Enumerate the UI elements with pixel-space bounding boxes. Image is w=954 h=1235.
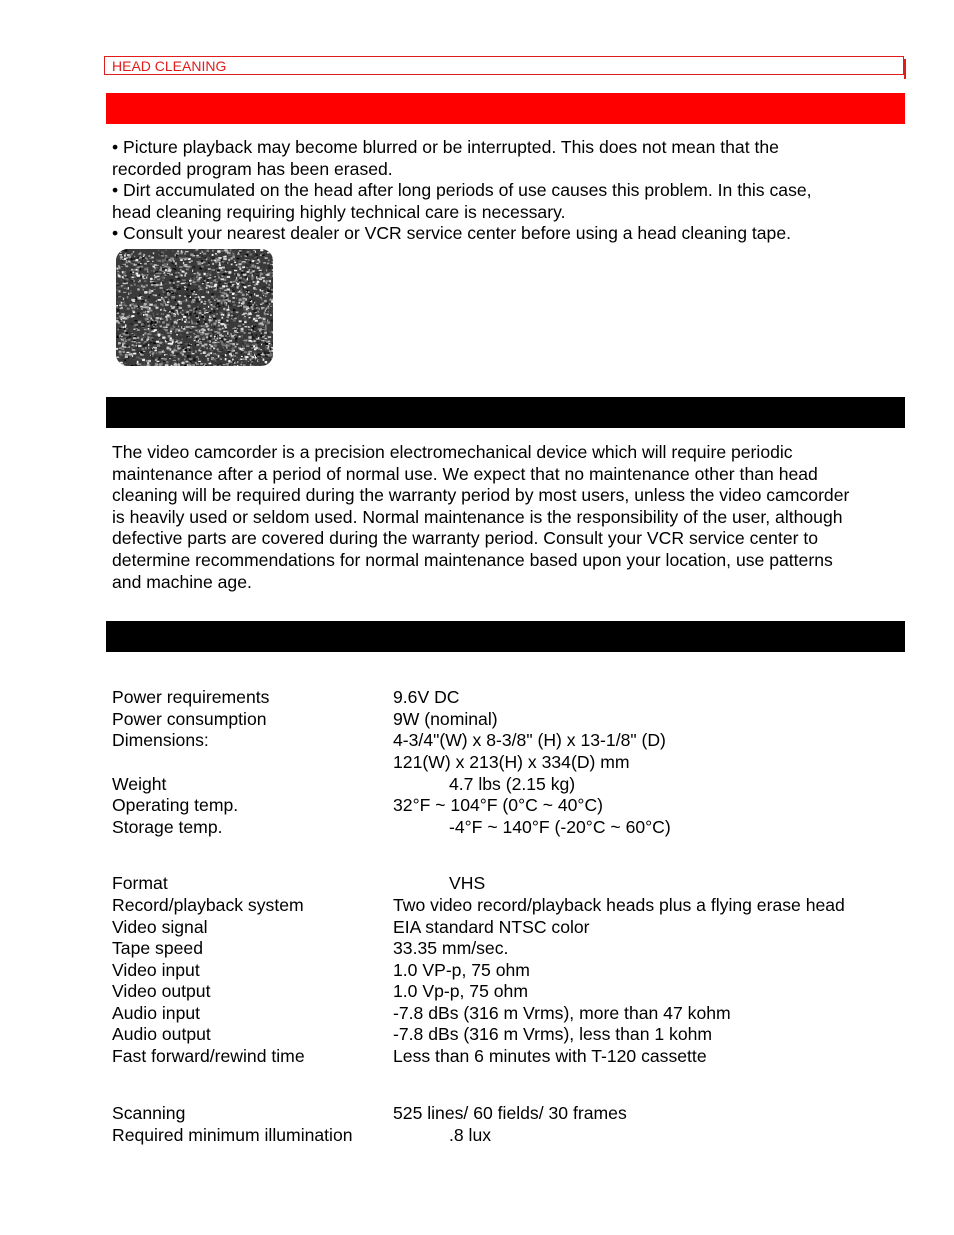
section-bar-maintenance	[106, 397, 905, 428]
spec-value: 525 lines/ 60 fields/ 30 frames	[393, 1103, 627, 1123]
spec-label: Dimensions:	[112, 730, 209, 750]
breadcrumb-edge	[904, 59, 906, 79]
spec-label: Scanning	[112, 1103, 186, 1123]
spec-value: 9W (nominal)	[393, 709, 498, 729]
spec-value: Less than 6 minutes with T-120 cassette	[393, 1046, 707, 1066]
spec-label: Power consumption	[112, 709, 267, 729]
text-line: defective parts are covered during the warranty period. Consult your VCR service center to	[112, 528, 819, 549]
spec-value: 4-3/4"(W) x 8-3/8" (H) x 13-1/8" (D)	[393, 730, 666, 750]
spec-value: EIA standard NTSC color	[393, 917, 590, 937]
spec-label: Fast forward/rewind time	[112, 1046, 305, 1066]
spec-label: Video output	[112, 981, 211, 1001]
spec-label: Format	[112, 873, 168, 893]
spec-label: Power requirements	[112, 687, 270, 707]
spec-value: 121(W) x 213(H) x 334(D) mm	[393, 752, 630, 772]
text-line: • Consult your nearest dealer or VCR service center before using a head cleaning tape.	[112, 223, 792, 244]
spec-value: 1.0 VP-p, 75 ohm	[393, 960, 530, 980]
spec-label: Tape speed	[112, 938, 203, 958]
text-line: • Picture playback may become blurred or be interrupted. This does not mean that the	[112, 137, 779, 157]
spec-value: 33.35 mm/sec.	[393, 938, 509, 958]
spec-label: Required minimum illumination	[112, 1125, 353, 1145]
spec-value: Two video record/playback heads plus a flying erase head	[393, 895, 845, 915]
text-line: determine recommendations for normal maintenance based upon your location, use patterns	[112, 549, 833, 570]
spec-label: Operating temp.	[112, 795, 239, 815]
spec-value: .8 lux	[449, 1125, 492, 1145]
head-cleaning-text	[112, 137, 902, 245]
spec-label: Video signal	[112, 917, 208, 937]
spec-value: -7.8 dBs (316 m Vrms), less than 1 kohm	[393, 1024, 713, 1044]
text-line: The video camcorder is a precision electromechanical device which will require periodic	[112, 442, 793, 462]
spec-label: Storage temp.	[112, 817, 223, 837]
text-line: and machine age.	[112, 571, 252, 592]
spec-value: -7.8 dBs (316 m Vrms), more than 47 kohm	[393, 1003, 731, 1023]
static-noise-graphic	[116, 249, 273, 366]
spec-label: Video input	[112, 960, 200, 980]
spec-value: 32°F ~ 104°F (0°C ~ 40°C)	[393, 795, 604, 815]
text-line: is heavily used or seldom used. Normal maintenance is the responsibility of the user, although	[112, 506, 843, 527]
spec-value: VHS	[449, 873, 486, 893]
noisy-tv-screen-image	[116, 249, 273, 366]
section-bar-head-cleaning	[106, 93, 905, 124]
spec-label: Audio input	[112, 1003, 201, 1023]
text-line: maintenance after a period of normal use. We expect that no maintenance other than head	[112, 463, 818, 484]
spec-label: Weight	[112, 774, 167, 794]
spec-label: Audio output	[112, 1024, 211, 1044]
text-line: head cleaning requiring highly technical care is necessary.	[112, 201, 566, 222]
spec-value: 9.6V DC	[393, 687, 460, 707]
text-line: cleaning will be required during the warranty period by most users, unless the video camcorder	[112, 485, 850, 506]
breadcrumb-label: HEAD CLEANING	[112, 58, 227, 74]
breadcrumb	[104, 56, 904, 75]
spec-label: Record/playback system	[112, 895, 304, 915]
maintenance-text	[112, 442, 907, 593]
section-bar-specifications	[106, 621, 905, 652]
text-line: • Dirt accumulated on the head after long periods of use causes this problem. In this case,	[112, 180, 812, 201]
text-line: recorded program has been erased.	[112, 158, 393, 179]
spec-value: 4.7 lbs (2.15 kg)	[449, 774, 576, 794]
spec-value: -4°F ~ 140°F (-20°C ~ 60°C)	[449, 817, 671, 837]
spec-value: 1.0 Vp-p, 75 ohm	[393, 981, 528, 1001]
